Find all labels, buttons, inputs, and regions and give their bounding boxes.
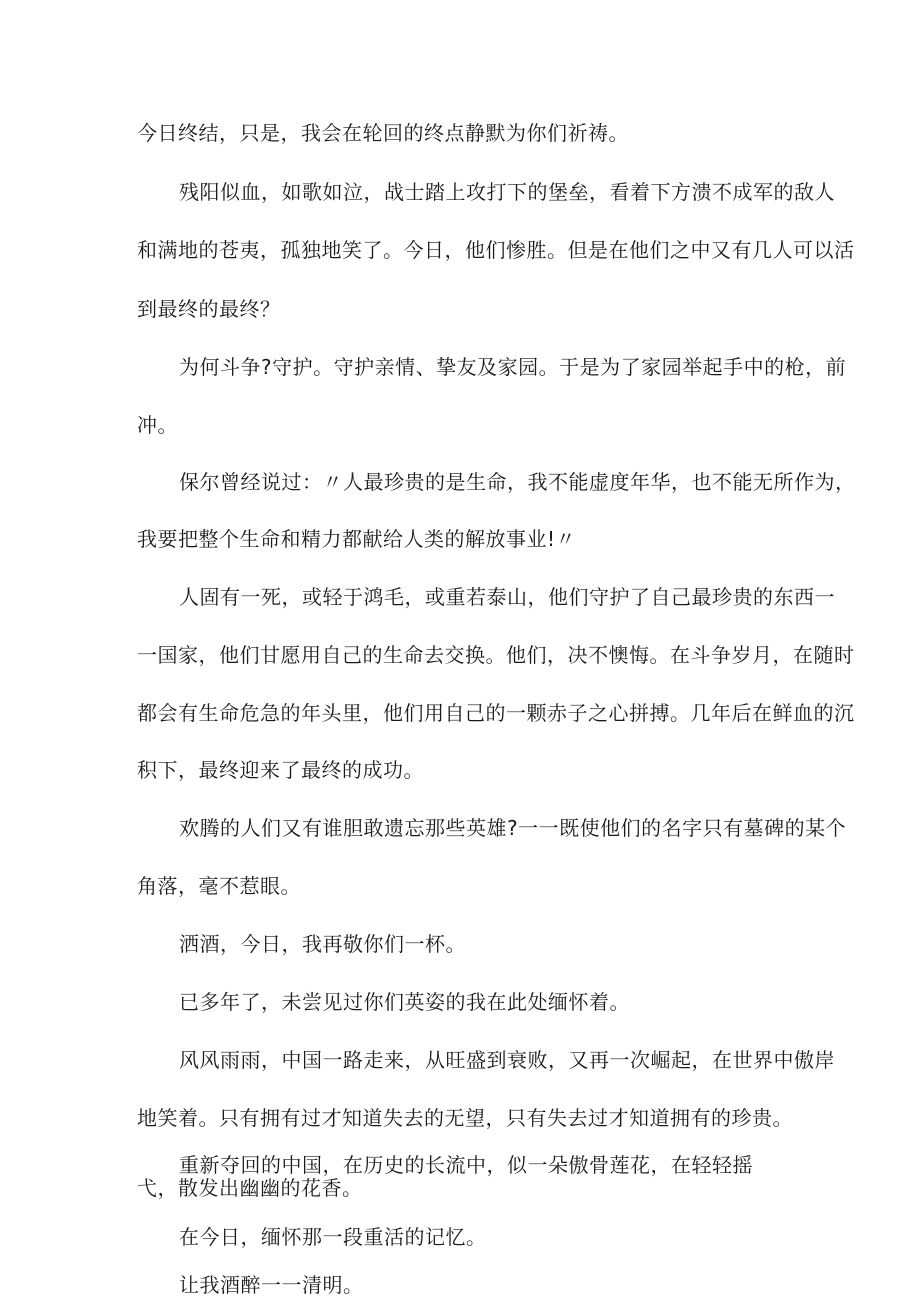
text-line: 到最终的最终？: [137, 297, 281, 321]
text-line: 积下，最终迎来了最终的成功。: [137, 758, 424, 782]
text-line: 地笑着。只有拥有过才知道失去的无望，只有失去过才知道拥有的珍贵。: [137, 1106, 793, 1130]
text-line: 角落，毫不惹眼。: [137, 874, 301, 898]
text-line: 欢腾的人们又有谁胆敢遗忘那些英雄?一一既使他们的名字只有墓碑的某个: [179, 816, 847, 840]
text-line: 残阳似血，如歌如泣，战士踏上攻打下的堡垒，看着下方溃不成军的敌人: [179, 180, 835, 204]
text-line: 保尔曾经说过：〃人最珍贵的是生命，我不能虚度年华，也不能无所作为，: [179, 470, 856, 494]
text-line: 弋，散发出幽幽的花香。: [137, 1176, 363, 1200]
text-line: 洒酒，今日，我再敬你们一杯。: [179, 932, 466, 956]
text-line: 风风雨雨，中国一路走来，从旺盛到衰败，又再一次崛起，在世界中傲岸: [179, 1048, 835, 1072]
text-line: 一国家，他们甘愿用自己的生命去交换。他们，决不懊悔。在斗争岁月，在随时: [137, 643, 855, 667]
text-line: 为何斗争?守护。守护亲情、挚友及家园。于是为了家园举起手中的枪，前: [179, 355, 847, 379]
text-line: 都会有生命危急的年头里，他们用自己的一颗赤子之心拼搏。几年后在鲜血的沉: [137, 701, 855, 725]
text-line: 让我酒醉一一清明。: [179, 1273, 364, 1297]
text-line: 人固有一死，或轻于鸿毛，或重若泰山，他们守护了自己最珍贵的东西一: [179, 585, 835, 609]
text-line: 我要把整个生命和精力都献给人类的解放事业!〃: [137, 527, 577, 551]
text-line: 和满地的苍夷，孤独地笑了。今日，他们惨胜。但是在他们之中又有几人可以活: [137, 238, 855, 262]
text-line: 今日终结，只是，我会在轮回的终点静默为你们祈祷。: [137, 121, 629, 145]
text-line: 已多年了，未尝见过你们英姿的我在此处缅怀着。: [179, 990, 630, 1014]
text-line: 重新夺回的中国，在历史的长流中，似一朵傲骨莲花，在轻轻摇: [179, 1153, 753, 1177]
text-line: 在今日，缅怀那一段重活的记忆。: [179, 1225, 487, 1249]
text-line: 冲。: [137, 413, 178, 437]
